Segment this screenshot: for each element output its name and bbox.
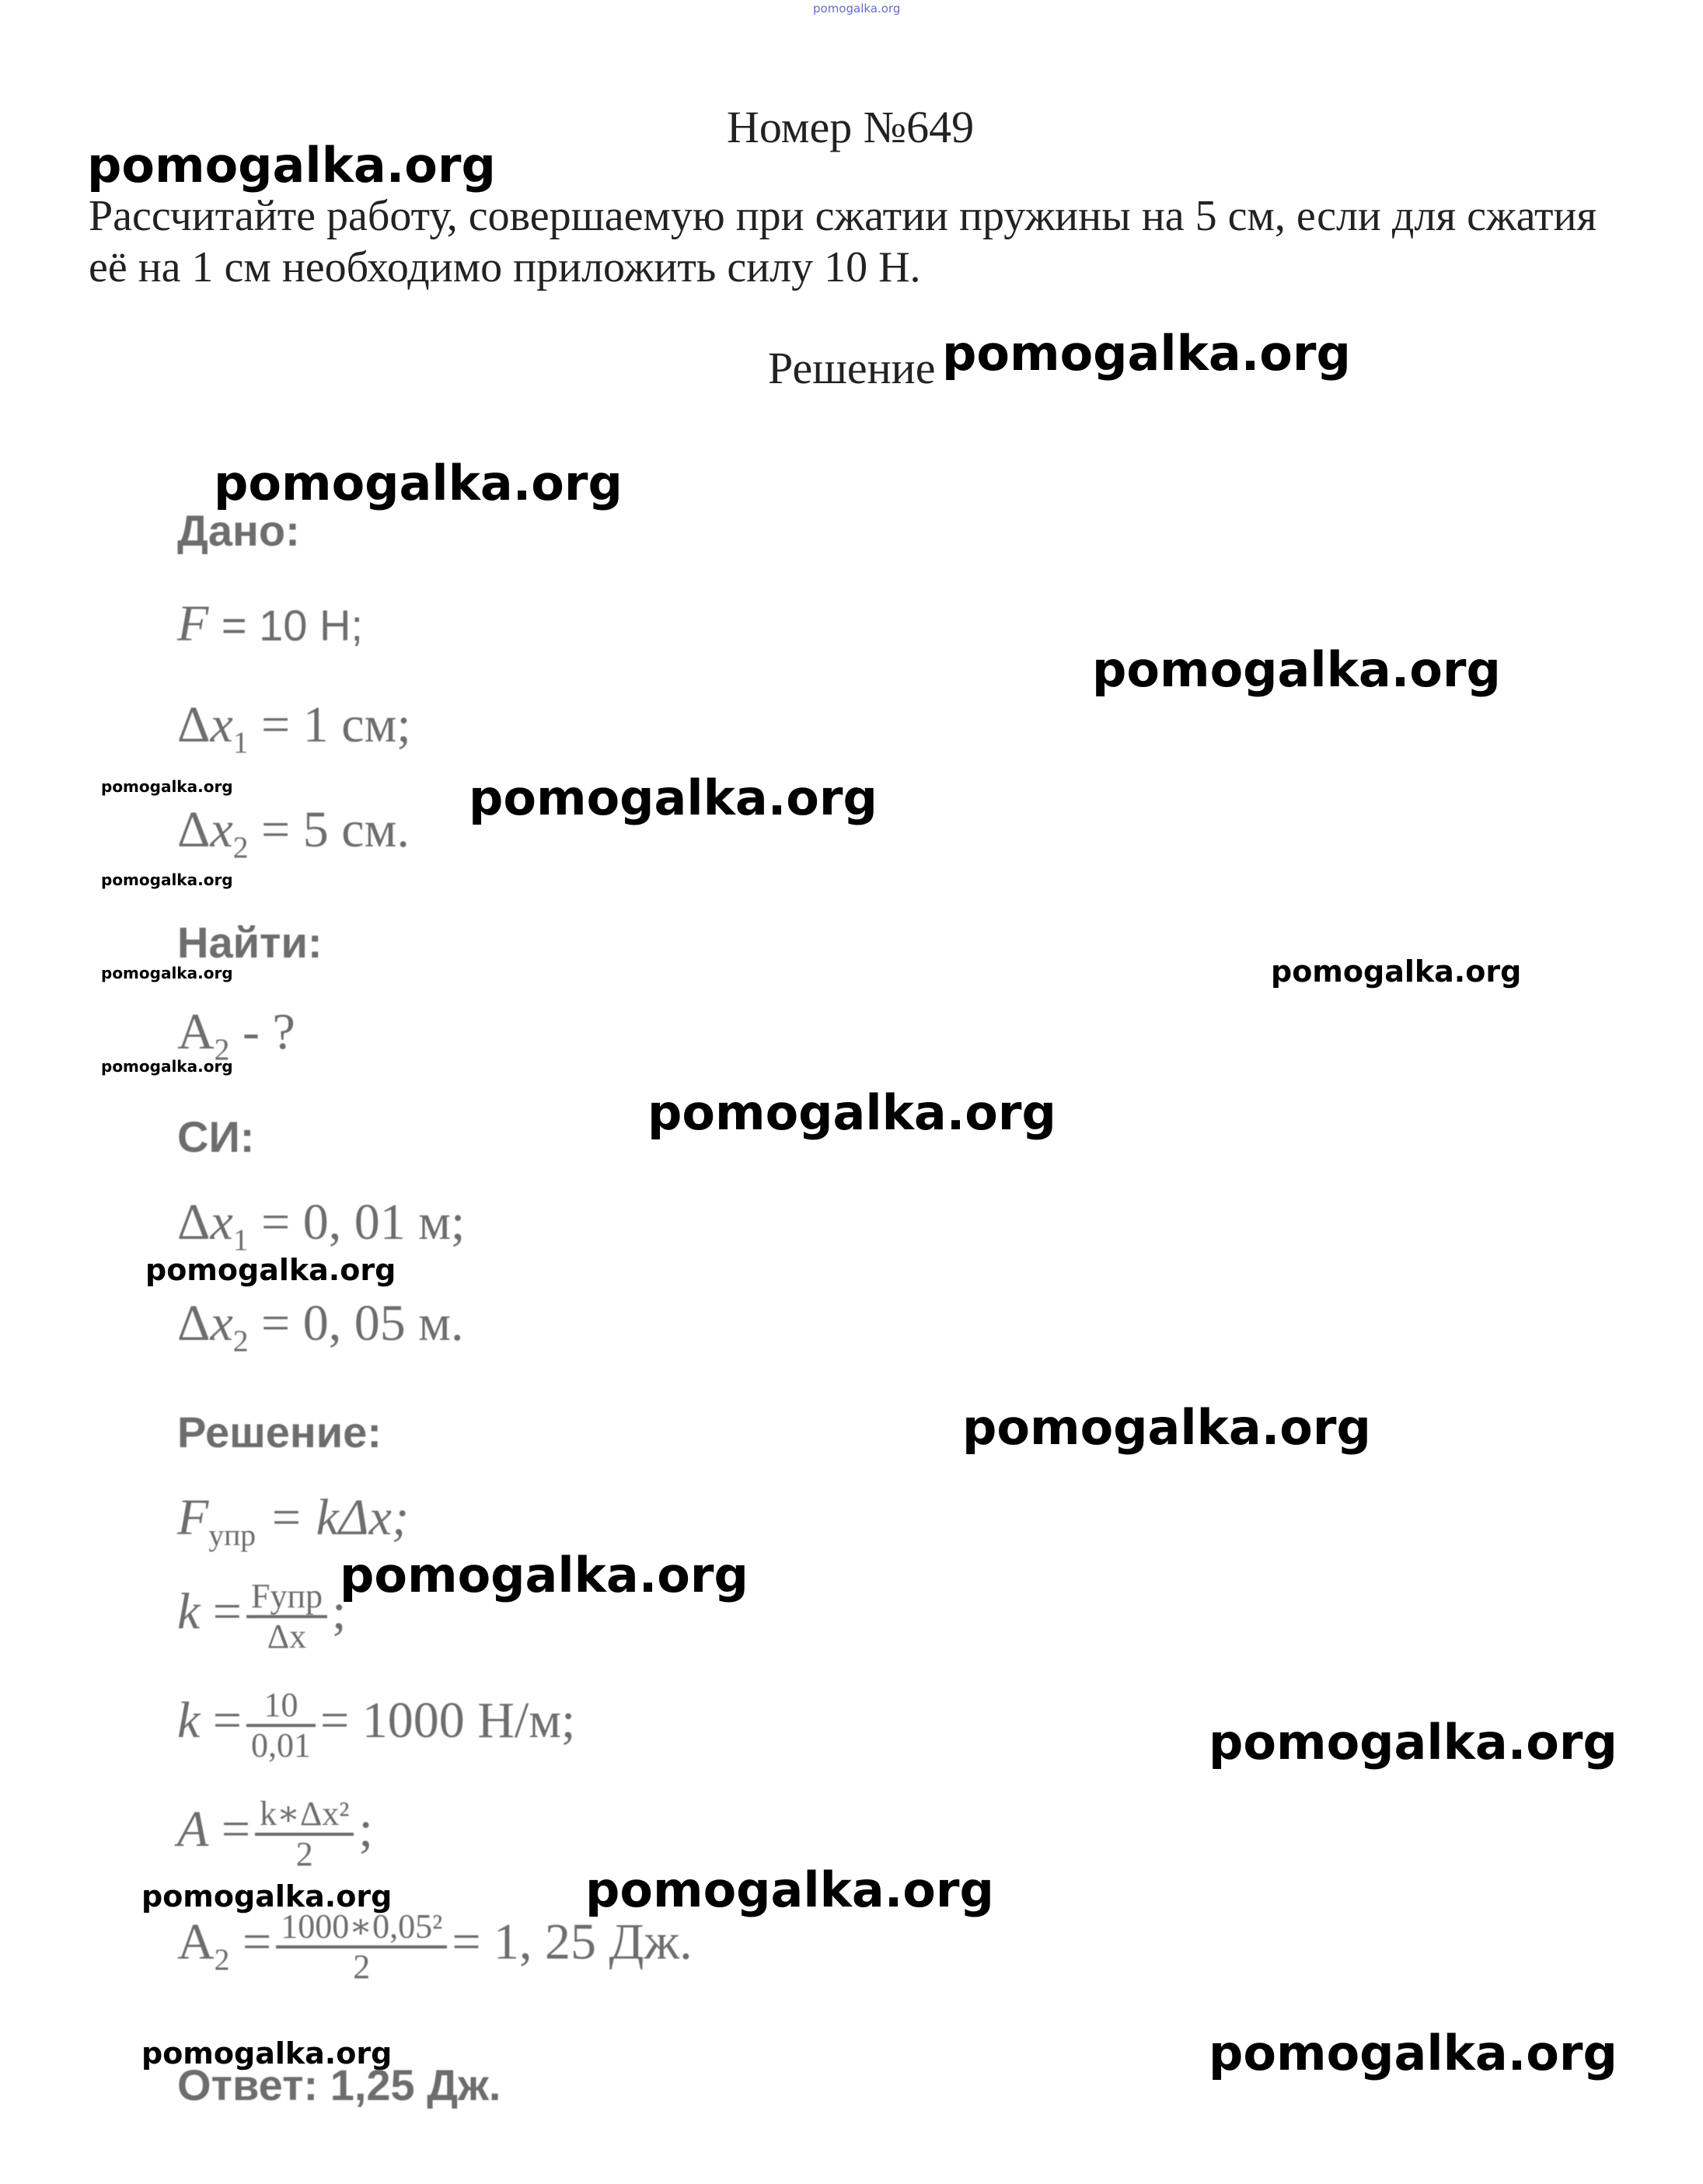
formula-work-value-rhs: = 1, 25 Дж.	[452, 1914, 693, 1971]
given-force: F = 10 Н;	[177, 595, 363, 652]
formula-k-den: Δx	[246, 1615, 327, 1655]
given-force-value: = 10 Н;	[221, 601, 363, 650]
given-dx2: $\Delta x_2 = 5$ см.	[177, 801, 410, 864]
watermark: pomogalka.org	[1092, 641, 1501, 698]
formula-k-value: k = $\frac{10}{0,01}$ = 1000 Н/м;	[177, 1686, 576, 1764]
formula-hooke-rhs: = kΔx;	[268, 1489, 409, 1546]
watermark: pomogalka.org	[101, 870, 233, 889]
formula-work-value-den: 2	[276, 1945, 447, 1986]
formula-work-den: 2	[255, 1833, 354, 1873]
find-work: $A_2$ - ?	[177, 1003, 295, 1066]
formula-k-value-den: 0,01	[246, 1724, 316, 1764]
solution-label: Решение:	[177, 1408, 382, 1457]
watermark: pomogalka.org	[145, 1253, 396, 1287]
watermark: pomogalka.org	[942, 325, 1351, 382]
watermark: pomogalka.org	[340, 1547, 749, 1603]
si-dx1: $\Delta x_1 = 0$, 01 м;	[177, 1194, 466, 1257]
given-dx1: $\Delta x_1 = 1$ см;	[177, 696, 411, 759]
formula-k: k = $\frac{\text{Fупр}}{\Delta x}$ ;	[177, 1577, 347, 1655]
find-work-value: - ?	[242, 1003, 295, 1060]
watermark: pomogalka.org	[1271, 954, 1522, 989]
formula-k-num: Fупр	[251, 1577, 323, 1615]
page-title: Номер №649	[727, 102, 975, 152]
find-label: Найти:	[177, 918, 323, 967]
watermark: pomogalka.org	[1209, 2025, 1618, 2081]
formula-k-value-num: 10	[263, 1686, 298, 1724]
watermark: pomogalka.org	[141, 2036, 393, 2071]
watermark: pomogalka.org	[87, 137, 496, 194]
given-dx1-value: = 1 см;	[261, 696, 411, 753]
si-dx2: $\Delta x_2 = 0$, 05 м.	[177, 1295, 464, 1358]
watermark: pomogalka.org	[101, 964, 233, 982]
answer: Ответ: 1,25 Дж.	[177, 2060, 501, 2109]
watermark: pomogalka.org	[1209, 1714, 1618, 1771]
formula-work-value-num: 1000∗0,05²	[281, 1907, 443, 1945]
watermark: pomogalka.org	[141, 1879, 393, 1914]
watermark: pomogalka.org	[214, 455, 623, 511]
formula-hooke: $F_{упр} = k\Delta x$;	[177, 1489, 409, 1552]
formula-work-value: $A_2$ = $\frac{\text{1000∗0,05²}}{2}$ = 1, 25 Дж.	[177, 1907, 693, 1986]
watermark: pomogalka.org	[101, 1057, 233, 1076]
watermark: pomogalka.org	[469, 769, 878, 826]
watermark: pomogalka.org	[647, 1084, 1056, 1141]
formula-work: A = $\frac{\text{k∗Δx²}}{2}$ ;	[177, 1795, 373, 1873]
si-dx1-value: = 0, 01 м;	[261, 1194, 466, 1251]
si-dx2-value: = 0, 05 м.	[261, 1295, 464, 1352]
watermark: pomogalka.org	[962, 1399, 1371, 1456]
formula-work-num: k∗Δx²	[260, 1795, 350, 1833]
watermark: pomogalka.org	[585, 1861, 994, 1918]
solution-heading: Решение	[768, 343, 936, 393]
top-watermark: pomogalka.org	[813, 2, 901, 16]
watermark: pomogalka.org	[101, 777, 233, 796]
problem-text: Рассчитайте работу, совершаемую при сжатии пружины на 5 см, если для сжатия её на 1 см необходимо приложить силу 10 Н.	[89, 192, 1597, 291]
given-label: Дано:	[177, 506, 300, 555]
formula-k-value-rhs: = 1000 Н/м;	[320, 1692, 576, 1750]
si-label: СИ:	[177, 1112, 255, 1161]
given-dx2-value: = 5 см.	[261, 801, 410, 858]
